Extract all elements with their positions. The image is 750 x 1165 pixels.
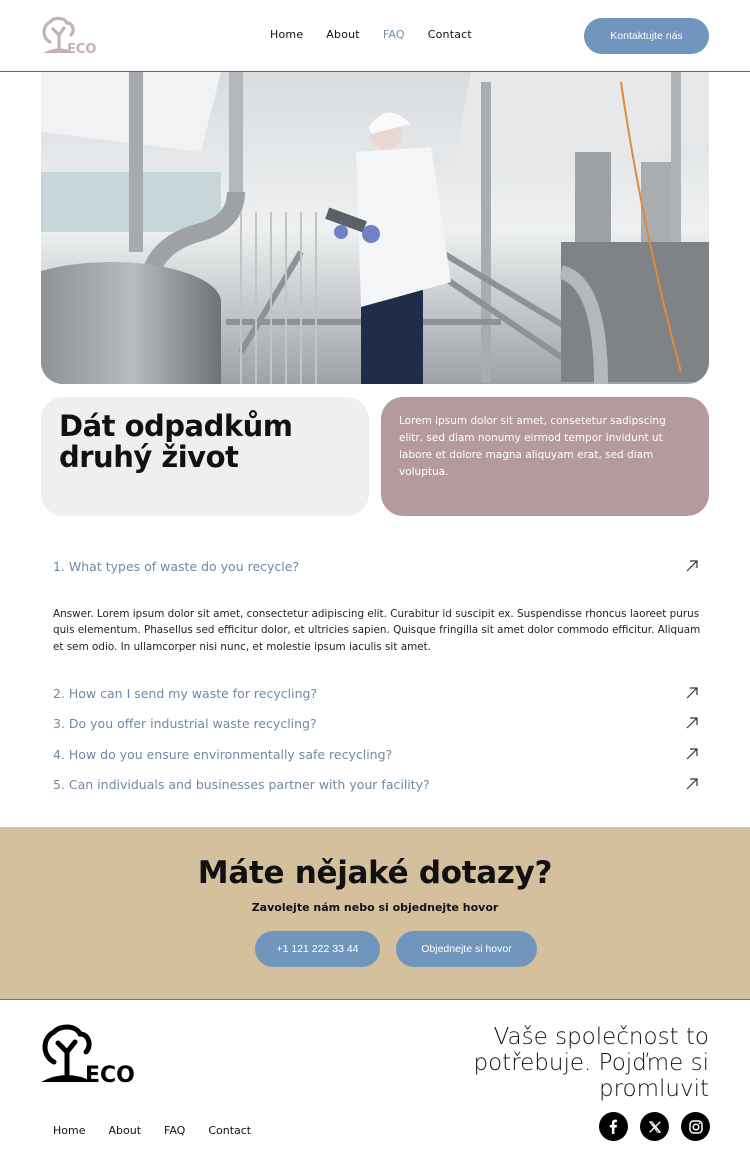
faq-question[interactable]: 2. How can I send my waste for recycling?: [53, 685, 318, 701]
eco-logo[interactable]: [40, 16, 112, 56]
faq-item[interactable]: [53, 744, 699, 764]
faq-item[interactable]: [53, 683, 699, 703]
faq-item[interactable]: [53, 713, 699, 733]
footer-nav-faq[interactable]: FAQ: [164, 1124, 186, 1137]
intro-title-card: [41, 397, 369, 516]
social-links: [599, 1112, 710, 1141]
tree-logo-icon: [40, 16, 112, 56]
title-line-2: druhý život: [59, 440, 239, 474]
nav-home[interactable]: Home: [270, 28, 304, 41]
x-twitter-icon[interactable]: [640, 1112, 669, 1141]
main-nav: [270, 28, 472, 41]
arrow-up-right-icon[interactable]: [685, 747, 699, 761]
arrow-up-right-icon[interactable]: [685, 716, 699, 730]
footer-nav-about[interactable]: About: [108, 1124, 142, 1137]
facebook-icon[interactable]: [599, 1112, 628, 1141]
arrow-up-right-icon[interactable]: [685, 559, 699, 573]
arrow-up-right-icon[interactable]: [685, 686, 699, 700]
title-line-1: Dát odpadkům: [59, 409, 293, 443]
instagram-icon[interactable]: [681, 1112, 710, 1141]
nav-faq[interactable]: FAQ: [382, 28, 405, 41]
contact-heading: Máte nějaké dotazy?: [197, 855, 553, 891]
contact-subheading: Zavolejte nám nebo si objednejte hovor: [251, 901, 499, 914]
footer-eco-logo[interactable]: [40, 1024, 156, 1086]
site-header: [0, 0, 750, 72]
arrow-up-right-icon[interactable]: [685, 777, 699, 791]
phone-button[interactable]: +1 121 222 33 44: [255, 931, 380, 967]
factory-photo-icon: [41, 72, 709, 384]
faq-item[interactable]: [53, 774, 699, 794]
svg-text:ECO: ECO: [67, 42, 97, 56]
faq-question[interactable]: 3. Do you offer industrial waste recycling?: [53, 715, 317, 731]
tree-logo-icon: [40, 1024, 156, 1086]
footer-nav-contact[interactable]: Contact: [208, 1124, 252, 1137]
svg-text:ECO: ECO: [85, 1063, 135, 1086]
nav-contact[interactable]: Contact: [427, 28, 472, 41]
faq-answer: Answer. Lorem ipsum dolor sit amet, consectetur adipiscing elit. Curabitur id suscipit ex. Suspendisse rhoncus laoreet purus quis elementum. Phasellus sed efficitur dolor, et ultricies sapien. Quisque fringilla sit amet dolor commodo efficitur. Aliquam et sem odio. In ullamcorper nisi nunc, et molestie ipsum iaculis sit amet.: [53, 608, 701, 653]
contact-us-button[interactable]: Kontaktujte nás: [584, 18, 709, 54]
nav-about[interactable]: About: [326, 28, 360, 41]
faq-question[interactable]: 4. How do you ensure environmentally safe recycling?: [53, 746, 393, 762]
intro-text-card: [381, 397, 709, 516]
footer-nav-home[interactable]: Home: [53, 1124, 86, 1137]
intro-text: Lorem ipsum dolor sit amet, consetetur sadipscing elitr, sed diam nonumy eirmod tempor invidunt ut labore et dolore magna aliquyam erat, sed diam voluptua.: [399, 415, 666, 478]
faq-question[interactable]: 1. What types of waste do you recycle?: [53, 558, 300, 574]
page-title: [59, 411, 351, 473]
faq-question[interactable]: 5. Can individuals and businesses partner with your facility?: [53, 776, 430, 792]
hero-image: [41, 72, 709, 384]
contact-band: [0, 827, 750, 1000]
footer-tagline: Vaše společnost to potřebuje. Pojďme si promluvit: [473, 1024, 709, 1102]
faq-item[interactable]: [53, 556, 699, 576]
footer-nav: [53, 1124, 251, 1137]
book-call-button[interactable]: Objednejte si hovor: [396, 931, 537, 967]
